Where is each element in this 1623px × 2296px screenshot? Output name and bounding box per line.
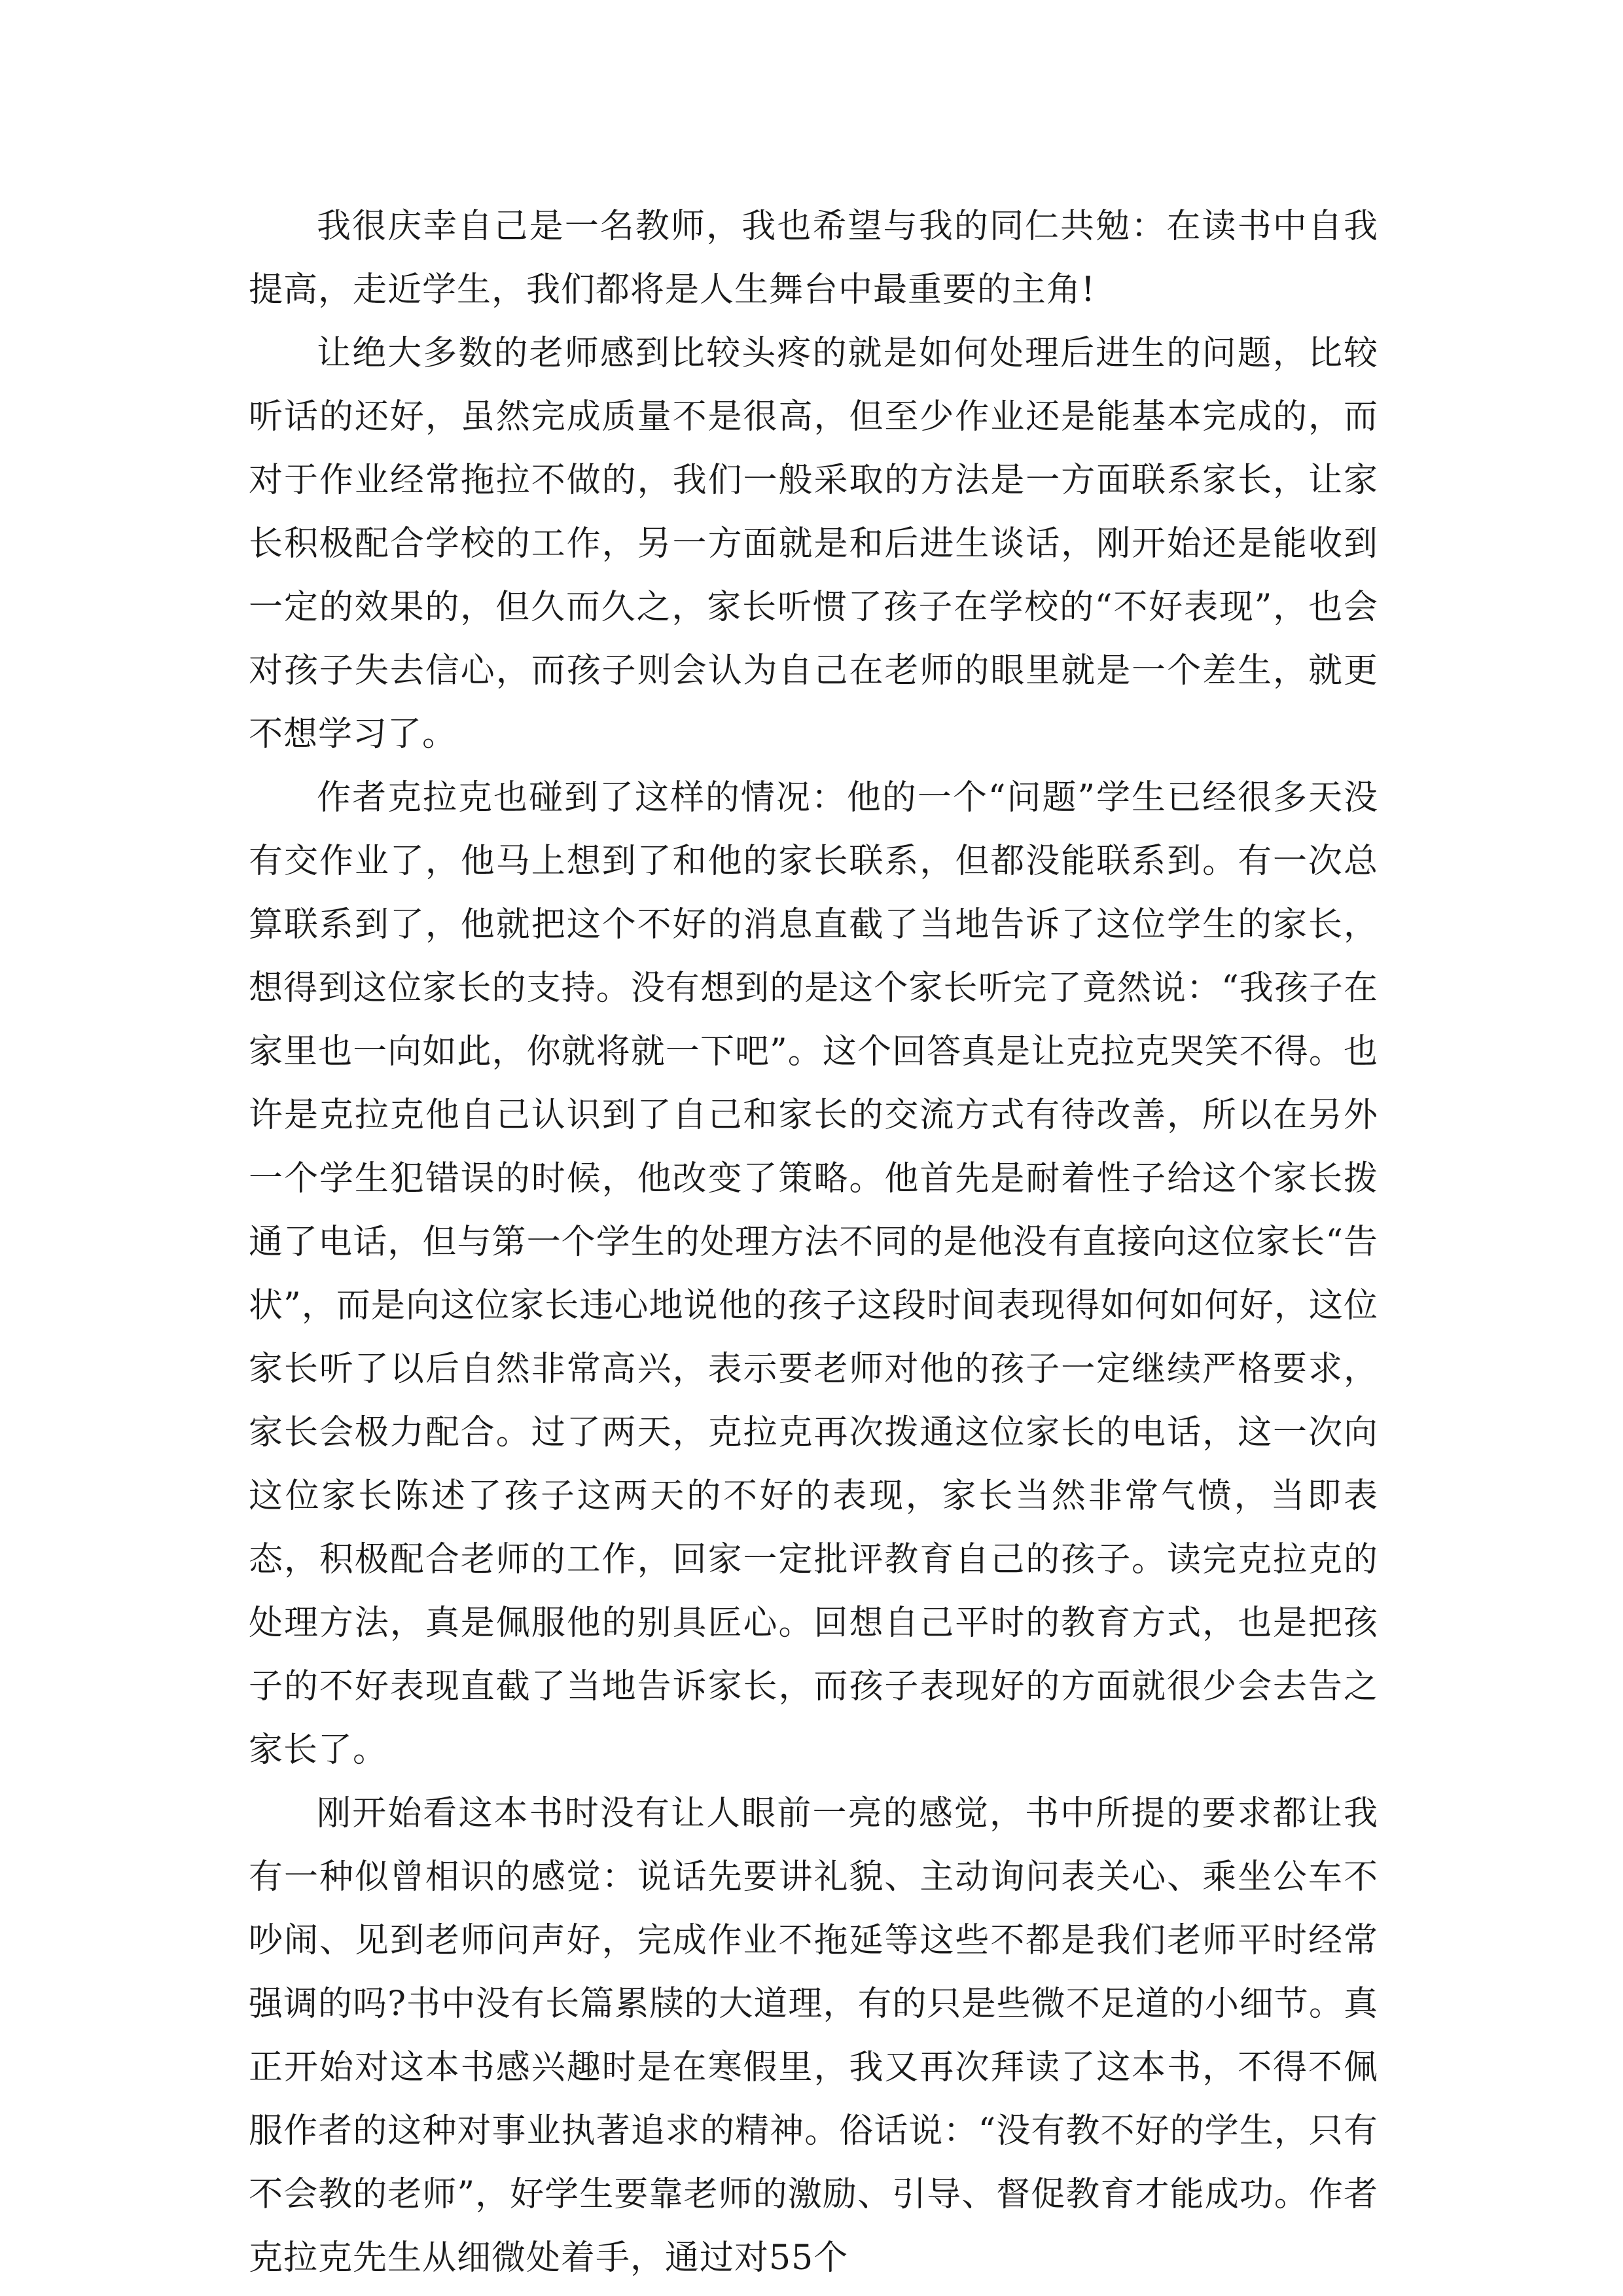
document-body (249, 195, 1378, 2290)
paragraph-1: 我很庆幸自己是一名教师，我也希望与我的同仁共勉：在读书中自我提高，走近学生，我们都将是人生舞台中最重要的主角! (249, 207, 1378, 310)
paragraph-2: 让绝大多数的老师感到比较头疼的就是如何处理后进生的问题，比较听话的还好，虽然完成质量不是很高，但至少作业还是能基本完成的，而对于作业经常拖拉不做的，我们一般采取的方法是一方面联系家长，让家长积极配合学校的工作，另一方面就是和后进生谈话，刚开始还是能收到一定的效果的，但久而久之，家长听惯了孩子在学校的“不好表现”，也会对孩子失去信心，而孩子则会认为自己在老师的眼里就是一个差生，就更不想学习了。 (249, 334, 1378, 754)
paragraph-4: 刚开始看这本书时没有让人眼前一亮的感觉，书中所提的要求都让我有一种似曾相识的感觉：说话先要讲礼貌、主动询问表关心、乘坐公车不吵闹、见到老师问声好，完成作业不拖延等这些不都是我们老师平时经常强调的吗?书中没有长篇累牍的大道理，有的只是些微不足道的小细节。真正开始对这本书感兴趣时是在寒假里，我又再次拜读了这本书，不得不佩服作者的这种对事业执著追求的精神。俗话说：“没有教不好的学生，只有不会教的老师”，好学生要靠老师的激励、引导、督促教育才能成功。作者克拉克先生从细微处着手，通过对55个 (249, 1794, 1378, 2278)
paragraph-3: 作者克拉克也碰到了这样的情况：他的一个“问题”学生已经很多天没有交作业了，他马上想到了和他的家长联系，但都没能联系到。有一次总算联系到了，他就把这个不好的消息直截了当地告诉了这位学生的家长，想得到这位家长的支持。没有想到的是这个家长听完了竟然说：“我孩子在家里也一向如此，你就将就一下吧”。这个回答真是让克拉克哭笑不得。也许是克拉克他自己认识到了自己和家长的交流方式有待改善，所以在另外一个学生犯错误的时候，他改变了策略。他首先是耐着性子给这个家长拨通了电话，但与第一个学生的处理方法不同的是他没有直接向这位家长“告状”，而是向这位家长违心地说他的孩子这段时间表现得如何如何好，这位家长听了以后自然非常高兴，表示要老师对他的孩子一定继续严格要求，家长会极力配合。过了两天，克拉克再次拨通这位家长的电话，这一次向这位家长陈述了孩子这两天的不好的表现，家长当然非常气愤，当即表态，积极配合老师的工作，回家一定批评教育自己的孩子。读完克拉克的处理方法，真是佩服他的别具匠心。回想自己平时的教育方式，也是把孩子的不好表现直截了当地告诉家长，而孩子表现好的方面就很少会去告之家长了。 (249, 778, 1378, 1770)
